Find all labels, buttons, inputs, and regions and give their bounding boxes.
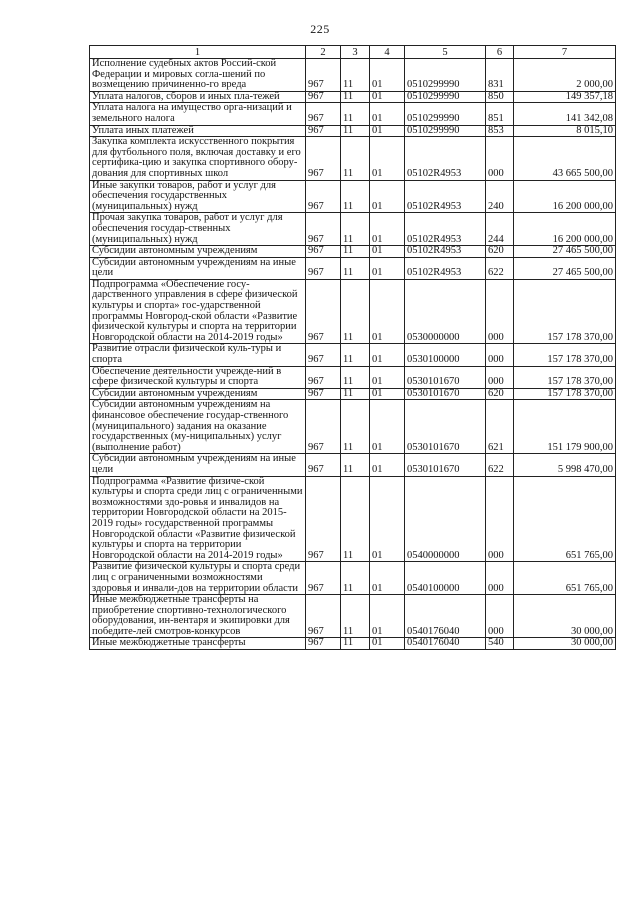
target-article-cell: 0510299990 <box>405 91 486 103</box>
column-header: 7 <box>514 46 616 59</box>
section-cell: 11 <box>341 257 370 279</box>
subsection-cell: 01 <box>370 91 405 103</box>
subsection-cell: 01 <box>370 180 405 213</box>
admin-code-cell: 967 <box>306 454 341 476</box>
subsection-cell: 01 <box>370 476 405 562</box>
row-name-cell: Развитие физической культуры и спорта среди лиц с ограниченными возможностями здоровья и инвали-дов на территории области <box>90 562 306 595</box>
row-name-cell: Иные закупки товаров, работ и услуг для обеспечения государственных (муниципальных) нужд <box>90 180 306 213</box>
target-article-cell: 05102R4953 <box>405 257 486 279</box>
expense-type-cell: 853 <box>486 125 514 137</box>
table-row <box>90 257 616 279</box>
target-article-cell: 0530101670 <box>405 366 486 388</box>
expense-type-cell: 540 <box>486 638 514 650</box>
section-cell: 11 <box>341 595 370 638</box>
target-article-cell: 0530000000 <box>405 279 486 344</box>
row-name-cell: Субсидии автономным учреждениям на финансовое обеспечение государ-ственного (муниципального) задания на оказание государственных (му-ниципальных) услуг (выполнение работ) <box>90 400 306 454</box>
amount-cell: 157 178 370,00 <box>514 344 616 366</box>
section-cell: 11 <box>341 344 370 366</box>
column-header: 1 <box>90 46 306 59</box>
table-row <box>90 137 616 180</box>
admin-code-cell: 967 <box>306 476 341 562</box>
row-name-cell: Развитие отрасли физической куль-туры и спорта <box>90 344 306 366</box>
expense-type-cell: 000 <box>486 137 514 180</box>
table-row <box>90 59 616 92</box>
section-cell: 11 <box>341 213 370 246</box>
table-row <box>90 91 616 103</box>
admin-code-cell: 967 <box>306 366 341 388</box>
expense-type-cell: 000 <box>486 562 514 595</box>
section-cell: 11 <box>341 400 370 454</box>
page-number: 225 <box>310 22 330 36</box>
admin-code-cell: 967 <box>306 180 341 213</box>
table-row <box>90 213 616 246</box>
header-row <box>90 46 616 59</box>
section-cell: 11 <box>341 476 370 562</box>
section-cell: 11 <box>341 638 370 650</box>
target-article-cell: 05102R4953 <box>405 246 486 258</box>
table-row <box>90 595 616 638</box>
table-row <box>90 454 616 476</box>
expense-type-cell: 000 <box>486 279 514 344</box>
target-article-cell: 0540100000 <box>405 562 486 595</box>
amount-cell: 8 015,10 <box>514 125 616 137</box>
column-header: 4 <box>370 46 405 59</box>
table-row <box>90 180 616 213</box>
target-article-cell: 05102R4953 <box>405 180 486 213</box>
section-cell: 11 <box>341 454 370 476</box>
expense-type-cell: 622 <box>486 257 514 279</box>
amount-cell: 43 665 500,00 <box>514 137 616 180</box>
table-row <box>90 562 616 595</box>
table-row <box>90 388 616 400</box>
section-cell: 11 <box>341 137 370 180</box>
target-article-cell: 0530101670 <box>405 400 486 454</box>
amount-cell: 149 357,18 <box>514 91 616 103</box>
table-row <box>90 103 616 125</box>
amount-cell: 2 000,00 <box>514 59 616 92</box>
expense-type-cell: 000 <box>486 595 514 638</box>
section-cell: 11 <box>341 103 370 125</box>
target-article-cell: 0540176040 <box>405 638 486 650</box>
subsection-cell: 01 <box>370 344 405 366</box>
expense-type-cell: 620 <box>486 246 514 258</box>
amount-cell: 151 179 900,00 <box>514 400 616 454</box>
amount-cell: 30 000,00 <box>514 595 616 638</box>
target-article-cell: 0510299990 <box>405 125 486 137</box>
subsection-cell: 01 <box>370 454 405 476</box>
admin-code-cell: 967 <box>306 562 341 595</box>
expense-type-cell: 000 <box>486 366 514 388</box>
admin-code-cell: 967 <box>306 213 341 246</box>
amount-cell: 157 178 370,00 <box>514 366 616 388</box>
admin-code-cell: 967 <box>306 638 341 650</box>
amount-cell: 651 765,00 <box>514 476 616 562</box>
row-name-cell: Субсидии автономным учреждениям <box>90 246 306 258</box>
row-name-cell: Уплата налога на имущество орга-низаций и земельного налога <box>90 103 306 125</box>
section-cell: 11 <box>341 180 370 213</box>
subsection-cell: 01 <box>370 279 405 344</box>
target-article-cell: 0540000000 <box>405 476 486 562</box>
admin-code-cell: 967 <box>306 400 341 454</box>
target-article-cell: 0510299990 <box>405 103 486 125</box>
amount-cell: 5 998 470,00 <box>514 454 616 476</box>
admin-code-cell: 967 <box>306 137 341 180</box>
subsection-cell: 01 <box>370 257 405 279</box>
target-article-cell: 0510299990 <box>405 59 486 92</box>
row-name-cell: Субсидии автономным учреждениям на иные цели <box>90 257 306 279</box>
row-name-cell: Субсидии автономным учреждениям на иные цели <box>90 454 306 476</box>
admin-code-cell: 967 <box>306 279 341 344</box>
target-article-cell: 0540176040 <box>405 595 486 638</box>
row-name-cell: Субсидии автономным учреждениям <box>90 388 306 400</box>
amount-cell: 30 000,00 <box>514 638 616 650</box>
row-name-cell: Закупка комплекта искусственного покрытия для футбольного поля, включая доставку и его сертифика-цию и закупка спортивного обору-дования для спортивных школ <box>90 137 306 180</box>
table-row <box>90 125 616 137</box>
table-row <box>90 246 616 258</box>
table-row <box>90 366 616 388</box>
section-cell: 11 <box>341 388 370 400</box>
row-name-cell: Иные межбюджетные трансферты на приобретение спортивно-технологического оборудования, ин-вентаря и экипировки для победите-лей смотров-конкурсов <box>90 595 306 638</box>
table-row <box>90 344 616 366</box>
amount-cell: 16 200 000,00 <box>514 180 616 213</box>
row-name-cell: Уплата налогов, сборов и иных пла-тежей <box>90 91 306 103</box>
subsection-cell: 01 <box>370 595 405 638</box>
section-cell: 11 <box>341 59 370 92</box>
subsection-cell: 01 <box>370 366 405 388</box>
column-header: 2 <box>306 46 341 59</box>
amount-cell: 157 178 370,00 <box>514 279 616 344</box>
subsection-cell: 01 <box>370 213 405 246</box>
subsection-cell: 01 <box>370 638 405 650</box>
target-article-cell: 0530100000 <box>405 344 486 366</box>
table-row <box>90 400 616 454</box>
expense-type-cell: 831 <box>486 59 514 92</box>
admin-code-cell: 967 <box>306 388 341 400</box>
row-name-cell: Подпрограмма «Развитие физиче-ской культуры и спорта среди лиц с ограниченными возможностями здо-ровья и инвалидов на территории Новгородской области на 2015-2019 годы» государственной программы Новгородской области «Развитие физической культуры и спорта на территории Новгородской области на 2014-2019 годы» <box>90 476 306 562</box>
table-row <box>90 638 616 650</box>
expense-type-cell: 240 <box>486 180 514 213</box>
row-name-cell: Уплата иных платежей <box>90 125 306 137</box>
admin-code-cell: 967 <box>306 103 341 125</box>
section-cell: 11 <box>341 366 370 388</box>
expense-type-cell: 244 <box>486 213 514 246</box>
subsection-cell: 01 <box>370 125 405 137</box>
table-body <box>90 59 616 650</box>
admin-code-cell: 967 <box>306 125 341 137</box>
expense-type-cell: 620 <box>486 388 514 400</box>
admin-code-cell: 967 <box>306 257 341 279</box>
subsection-cell: 01 <box>370 59 405 92</box>
admin-code-cell: 967 <box>306 91 341 103</box>
subsection-cell: 01 <box>370 103 405 125</box>
admin-code-cell: 967 <box>306 595 341 638</box>
subsection-cell: 01 <box>370 388 405 400</box>
admin-code-cell: 967 <box>306 59 341 92</box>
section-cell: 11 <box>341 125 370 137</box>
amount-cell: 27 465 500,00 <box>514 257 616 279</box>
amount-cell: 157 178 370,00 <box>514 388 616 400</box>
target-article-cell: 05102R4953 <box>405 213 486 246</box>
column-header: 3 <box>341 46 370 59</box>
amount-cell: 141 342,08 <box>514 103 616 125</box>
amount-cell: 27 465 500,00 <box>514 246 616 258</box>
section-cell: 11 <box>341 279 370 344</box>
expense-type-cell: 622 <box>486 454 514 476</box>
expense-type-cell: 851 <box>486 103 514 125</box>
row-name-cell: Иные межбюджетные трансферты <box>90 638 306 650</box>
amount-cell: 16 200 000,00 <box>514 213 616 246</box>
target-article-cell: 0530101670 <box>405 454 486 476</box>
expense-type-cell: 000 <box>486 476 514 562</box>
section-cell: 11 <box>341 562 370 595</box>
section-cell: 11 <box>341 246 370 258</box>
subsection-cell: 01 <box>370 400 405 454</box>
row-name-cell: Обеспечение деятельности учрежде-ний в сфере физической культуры и спорта <box>90 366 306 388</box>
table-row <box>90 476 616 562</box>
section-cell: 11 <box>341 91 370 103</box>
expense-type-cell: 621 <box>486 400 514 454</box>
target-article-cell: 0530101670 <box>405 388 486 400</box>
row-name-cell: Прочая закупка товаров, работ и услуг для обеспечения государ-ственных (муниципальных) нужд <box>90 213 306 246</box>
admin-code-cell: 967 <box>306 246 341 258</box>
row-name-cell: Подпрограмма «Обеспечение госу-дарственного управления в сфере физической культуры и спорта» гос-ударственной программы Новгород-ской области «Развитие физической культуры и спорта на территории Новгородской области на 2014-2019 годы» <box>90 279 306 344</box>
expense-type-cell: 000 <box>486 344 514 366</box>
subsection-cell: 01 <box>370 137 405 180</box>
column-header: 6 <box>486 46 514 59</box>
target-article-cell: 05102R4953 <box>405 137 486 180</box>
column-header: 5 <box>405 46 486 59</box>
table-row <box>90 279 616 344</box>
row-name-cell: Исполнение судебных актов Россий-ской Федерации и мировых согла-шений по возмещению причиненно-го вреда <box>90 59 306 92</box>
subsection-cell: 01 <box>370 246 405 258</box>
amount-cell: 651 765,00 <box>514 562 616 595</box>
admin-code-cell: 967 <box>306 344 341 366</box>
expense-type-cell: 850 <box>486 91 514 103</box>
subsection-cell: 01 <box>370 562 405 595</box>
budget-table <box>89 45 616 650</box>
